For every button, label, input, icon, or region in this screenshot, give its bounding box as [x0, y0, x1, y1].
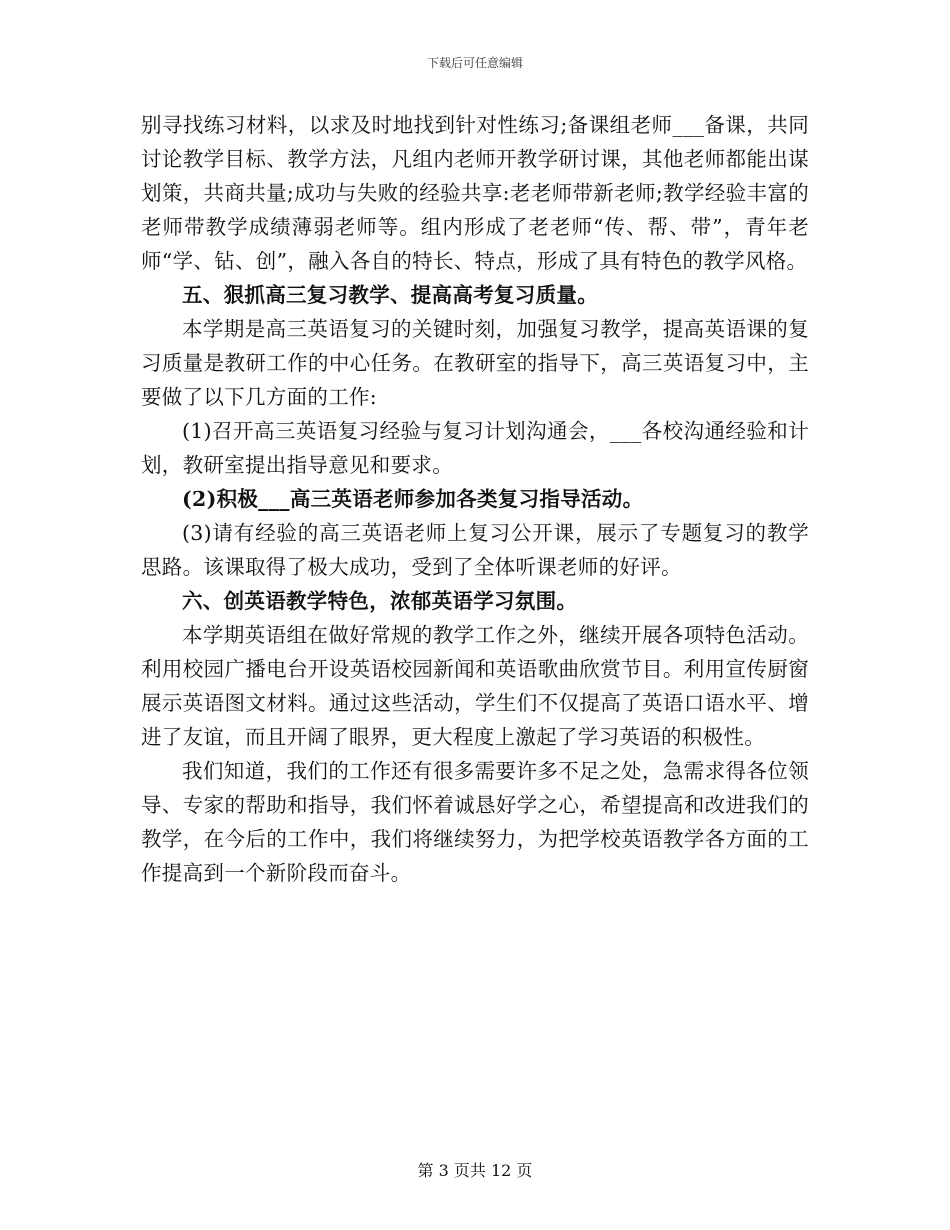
list-item-1: (1)召开高三英语复习经验与复习计划沟通会，___各校沟通经验和计划，教研室提出指导意见和要求。: [141, 419, 809, 477]
section-heading-5: 五、狠抓高三复习教学、提高高考复习质量。: [182, 283, 598, 307]
paragraph-closing: 我们知道，我们的工作还有很多需要许多不足之处，急需求得各位领导、专家的帮助和指导，我们怀着诚恳好学之心，希望提高和改进我们的教学，在今后的工作中，我们将继续努力，为把学校英语教学各方面的工作提高到一个新阶段而奋斗。: [141, 759, 809, 885]
document-body: [141, 108, 809, 890]
section-heading-6: 六、创英语教学特色，浓郁英语学习氛围。: [182, 589, 578, 613]
paragraph: 本学期是高三英语复习的关键时刻，加强复习教学，提高英语课的复习质量是教研工作的中心任务。在教研室的指导下，高三英语复习中，主要做了以下几方面的工作:: [141, 317, 809, 409]
paragraph-continued: 别寻找练习材料，以求及时地找到针对性练习;备课组老师___备课，共同讨论教学目标、教学方法，凡组内老师开教学研讨课，其他老师都能出谋划策，共商共量;成功与失败的经验共享:老老师带新老师;教学经验丰富的老师带教学成绩薄弱老师等。组内形成了老老师“传、帮、带”，青年老师“学、钻、创”，融入各自的特长、特点，形成了具有特色的教学风格。: [141, 113, 809, 273]
paragraph: 本学期英语组在做好常规的教学工作之外，继续开展各项特色活动。利用校园广播电台开设英语校园新闻和英语歌曲欣赏节目。利用宣传厨窗展示英语图文材料。通过这些活动，学生们不仅提高了英语口语水平、增进了友谊，而且开阔了眼界，更大程度上激起了学习英语的积极性。: [141, 623, 809, 749]
list-item-3: (3)请有经验的高三英语老师上复习公开课，展示了专题复习的教学思路。该课取得了极大成功，受到了全体听课老师的好评。: [141, 521, 809, 579]
page-header: 下载后可任意编辑: [426, 56, 523, 70]
page-footer: 第 3 页共 12 页: [417, 1161, 533, 1180]
list-item-2: (2)积极___高三英语老师参加各类复习指导活动。: [182, 487, 644, 511]
